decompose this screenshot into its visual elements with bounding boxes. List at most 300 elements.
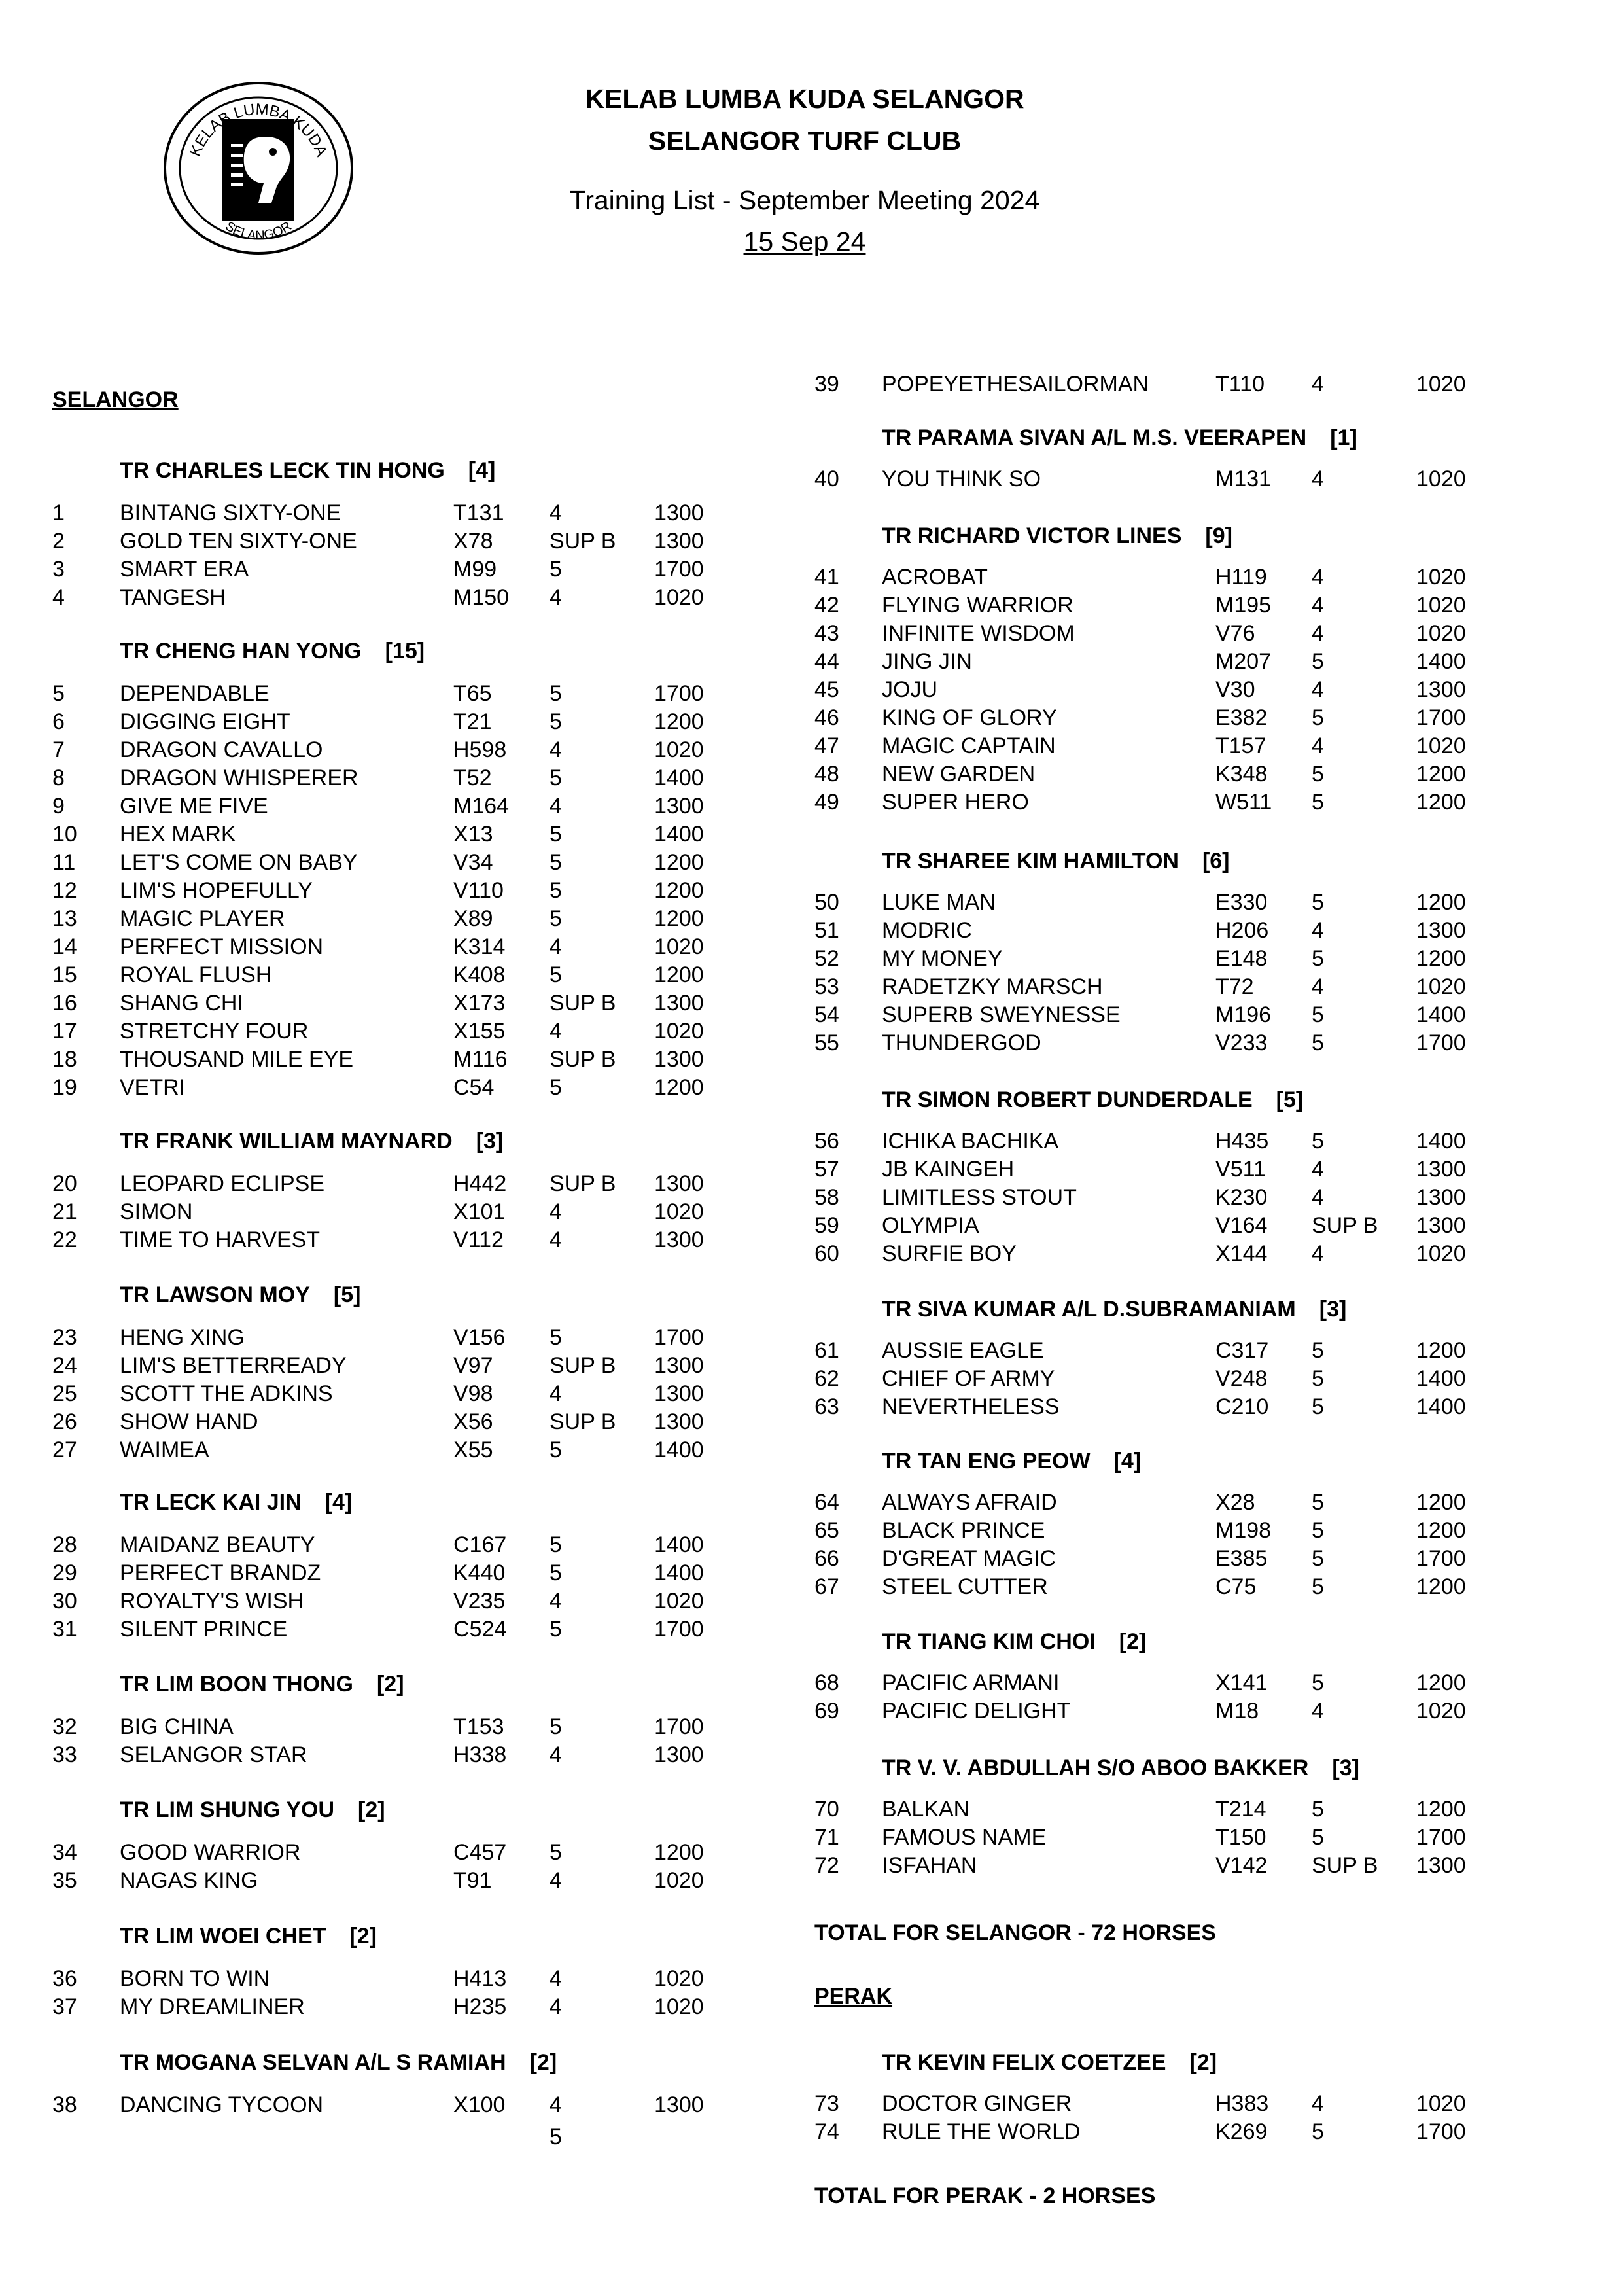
region-heading-perak: PERAK	[814, 1984, 893, 2009]
horse-number: 47	[814, 733, 839, 758]
horse-class: 4	[550, 1589, 562, 1614]
horse-code: X144	[1215, 1241, 1268, 1266]
trainer-name: TR PARAMA SIVAN A/L M.S. VEERAPEN	[882, 425, 1307, 450]
horse-distance: 1300	[654, 1353, 704, 1378]
horse-class: 4	[550, 1742, 562, 1767]
horse-name: BALKAN	[882, 1797, 970, 1822]
horse-number: 38	[52, 2093, 77, 2117]
horse-code: M198	[1215, 1518, 1272, 1543]
horse-code: X155	[453, 1019, 506, 1044]
trainer-horse-count: [9]	[1205, 523, 1232, 548]
horse-code: T150	[1215, 1825, 1266, 1850]
horse-name: PACIFIC ARMANI	[882, 1670, 1060, 1695]
horse-name: STEEL CUTTER	[882, 1574, 1048, 1599]
horse-class: 4	[1312, 1699, 1324, 1723]
horse-distance: 1020	[1416, 733, 1466, 758]
horse-code: C457	[453, 1840, 507, 1865]
horse-number: 19	[52, 1075, 77, 1100]
horse-distance: 1700	[654, 557, 704, 582]
horse-code: H413	[453, 1966, 507, 1991]
horse-code: H235	[453, 1994, 507, 2019]
horse-class: 5	[1312, 1825, 1324, 1850]
horse-distance: 1300	[654, 1409, 704, 1434]
horse-name: HENG XING	[120, 1325, 245, 1350]
horse-name: DRAGON CAVALLO	[120, 737, 323, 762]
horse-class: 5	[1312, 946, 1324, 971]
horse-name: MY MONEY	[882, 946, 1003, 971]
horse-distance: 1020	[654, 1199, 704, 1224]
horse-name: TANGESH	[120, 585, 226, 610]
horse-number: 43	[814, 621, 839, 646]
document-subtitle: Training List - September Meeting 2024	[569, 185, 1040, 215]
horse-distance: 1400	[654, 1561, 704, 1585]
horse-distance: 1020	[654, 1994, 704, 2019]
horse-name: D'GREAT MAGIC	[882, 1546, 1056, 1571]
horse-code: C210	[1215, 1394, 1269, 1419]
horse-code: C167	[453, 1532, 507, 1557]
horse-code: V30	[1215, 677, 1255, 702]
horse-number: 61	[814, 1338, 839, 1363]
horse-class: 5	[1312, 1546, 1324, 1571]
horse-code: V34	[453, 850, 493, 875]
horse-code: X141	[1215, 1670, 1268, 1695]
horse-name: RULE THE WORLD	[882, 2119, 1081, 2144]
horse-distance: 1200	[1416, 1518, 1466, 1543]
horse-code: V235	[453, 1589, 506, 1614]
horse-number: 10	[52, 822, 77, 847]
horse-name: ACROBAT	[882, 565, 988, 590]
horse-number: 63	[814, 1394, 839, 1419]
club-logo	[160, 79, 357, 258]
horse-class: 4	[550, 1199, 562, 1224]
svg-text:SELANGOR	[222, 219, 294, 243]
horse-number: 12	[52, 878, 77, 903]
trainer-heading	[120, 2050, 557, 2075]
horse-class: 5	[1312, 762, 1324, 786]
horse-number: 67	[814, 1574, 839, 1599]
trainer-name: TR LIM WOEI CHET	[120, 1924, 326, 1949]
horse-number: 72	[814, 1853, 839, 1878]
horse-distance: 1300	[1416, 677, 1466, 702]
horse-class: 5	[1312, 1670, 1324, 1695]
horse-class: 5	[1312, 2119, 1324, 2144]
horse-class: 4	[1312, 2091, 1324, 2116]
horse-number: 21	[52, 1199, 77, 1224]
horse-code: H442	[453, 1171, 507, 1196]
horse-number: 50	[814, 890, 839, 915]
horse-class: SUP B	[550, 1171, 616, 1196]
horse-number: 26	[52, 1409, 77, 1434]
horse-class: 5	[550, 1617, 562, 1642]
horse-class: 5	[1312, 1338, 1324, 1363]
trainer-horse-count: [6]	[1202, 849, 1230, 874]
logo-text-top: KELAB LUMBA KUDA	[186, 100, 331, 160]
trainer-horse-count: [1]	[1330, 425, 1357, 450]
horse-distance: 1200	[654, 963, 704, 987]
horse-name: MAGIC CAPTAIN	[882, 733, 1056, 758]
trainer-horse-count: [5]	[333, 1282, 361, 1307]
horse-number: 54	[814, 1002, 839, 1027]
horse-name: FLYING WARRIOR	[882, 593, 1073, 618]
horse-distance: 1020	[654, 737, 704, 762]
horse-distance: 1400	[654, 822, 704, 847]
horse-code: K440	[453, 1561, 506, 1585]
horse-number: 59	[814, 1213, 839, 1238]
horse-code: K348	[1215, 762, 1268, 786]
horse-name: SELANGOR STAR	[120, 1742, 307, 1767]
trainer-horse-count: [4]	[1113, 1449, 1142, 1474]
horse-class: 5	[550, 1532, 562, 1557]
horse-class: 4	[550, 501, 562, 525]
horse-distance: 1020	[654, 1966, 704, 1991]
horse-distance: 1700	[654, 1714, 704, 1739]
total-perak: TOTAL FOR PERAK - 2 HORSES	[814, 2183, 1156, 2208]
horse-distance: 1020	[1416, 1241, 1466, 1266]
horse-code: M131	[1215, 467, 1272, 491]
horse-distance: 1700	[1416, 1031, 1466, 1055]
horse-distance: 1020	[1416, 621, 1466, 646]
horse-number: 70	[814, 1797, 839, 1822]
horse-code: X173	[453, 991, 506, 1016]
horse-code: V511	[1215, 1157, 1266, 1182]
horse-code: E148	[1215, 946, 1268, 971]
horse-class: 5	[1312, 649, 1324, 674]
horse-class: 4	[550, 585, 562, 610]
horse-number: 36	[52, 1966, 77, 1991]
horse-number: 42	[814, 593, 839, 618]
horse-name: ISFAHAN	[882, 1853, 977, 1878]
horse-class: 5	[550, 1714, 562, 1739]
horse-number: 7	[52, 737, 65, 762]
horse-distance: 1200	[1416, 1490, 1466, 1515]
trainer-heading	[120, 1490, 352, 1515]
horse-number: 62	[814, 1366, 839, 1391]
horse-distance: 1200	[1416, 790, 1466, 815]
trainer-heading	[120, 1672, 404, 1697]
horse-name: LUKE MAN	[882, 890, 996, 915]
club-name-english: SELANGOR TURF CLUB	[648, 126, 962, 156]
horse-name: YOU THINK SO	[882, 467, 1041, 491]
horse-class: 4	[550, 794, 562, 819]
horse-name: SIMON	[120, 1199, 193, 1224]
trainer-heading	[120, 639, 425, 664]
horse-code: M18	[1215, 1699, 1259, 1723]
horse-number: 74	[814, 2119, 839, 2144]
horse-name: SHANG CHI	[120, 991, 243, 1016]
horse-code: X100	[453, 2093, 506, 2117]
horse-code: T65	[453, 681, 492, 706]
horse-name: DANCING TYCOON	[120, 2093, 324, 2117]
horse-class: 4	[1312, 733, 1324, 758]
horse-distance: 1300	[654, 1227, 704, 1252]
horse-number: 53	[814, 974, 839, 999]
horse-number: 32	[52, 1714, 77, 1739]
horse-distance: 1300	[1416, 1157, 1466, 1182]
horse-class: SUP B	[1312, 1213, 1378, 1238]
trainer-heading	[882, 1297, 1346, 1322]
horse-code: K269	[1215, 2119, 1268, 2144]
horse-name: MAGIC PLAYER	[120, 906, 285, 931]
horse-number: 34	[52, 1840, 77, 1865]
horse-distance: 1300	[654, 501, 704, 525]
trainer-heading	[882, 1756, 1359, 1781]
horse-distance: 1020	[1416, 372, 1466, 397]
horse-name: INFINITE WISDOM	[882, 621, 1075, 646]
trainer-heading	[120, 1797, 385, 1823]
horse-name: DEPENDABLE	[120, 681, 270, 706]
horse-distance: 1020	[1416, 565, 1466, 590]
horse-name: JB KAINGEH	[882, 1157, 1015, 1182]
horse-name: FAMOUS NAME	[882, 1825, 1047, 1850]
horse-code: H119	[1215, 565, 1267, 590]
horse-code: T91	[453, 1868, 492, 1893]
trainer-heading	[882, 425, 1357, 451]
horse-code: M99	[453, 557, 497, 582]
horse-name: SURFIE BOY	[882, 1241, 1017, 1266]
horse-class: SUP B	[550, 1409, 616, 1434]
horse-number: 30	[52, 1589, 77, 1614]
trainer-horse-count: [4]	[324, 1490, 353, 1515]
horse-number: 55	[814, 1031, 839, 1055]
trainer-horse-count: [2]	[529, 2050, 557, 2075]
horse-class: 5	[550, 2125, 562, 2149]
horse-class: SUP B	[550, 991, 616, 1016]
horse-distance: 1400	[1416, 1129, 1466, 1154]
horse-name: BIG CHINA	[120, 1714, 234, 1739]
horse-distance: 1300	[654, 2093, 704, 2117]
horse-distance: 1300	[654, 794, 704, 819]
horse-class: 4	[550, 737, 562, 762]
horse-code: X78	[453, 529, 493, 554]
horse-name: SUPER HERO	[882, 790, 1029, 815]
horse-name: SILENT PRINCE	[120, 1617, 288, 1642]
horse-code: T110	[1215, 372, 1265, 397]
horse-name: ROYALTY'S WISH	[120, 1589, 304, 1614]
horse-code: M207	[1215, 649, 1272, 674]
horse-number: 28	[52, 1532, 77, 1557]
horse-class: 5	[1312, 1797, 1324, 1822]
trainer-horse-count: [2]	[376, 1672, 404, 1697]
horse-code: H206	[1215, 918, 1269, 943]
horse-class: SUP B	[550, 529, 616, 554]
horse-class: 4	[1312, 593, 1324, 618]
trainer-heading	[120, 458, 495, 484]
horse-name: LEOPARD ECLIPSE	[120, 1171, 325, 1196]
horse-class: 5	[1312, 1366, 1324, 1391]
horse-distance: 1200	[1416, 946, 1466, 971]
horse-name: BORN TO WIN	[120, 1966, 270, 1991]
horse-name: MY DREAMLINER	[120, 1994, 305, 2019]
horse-number: 37	[52, 1994, 77, 2019]
horse-code: V76	[1215, 621, 1255, 646]
horse-distance: 1300	[1416, 1185, 1466, 1210]
trainer-heading	[882, 1087, 1303, 1113]
trainer-name: TR V. V. ABDULLAH S/O ABOO BAKKER	[882, 1756, 1309, 1780]
horse-class: 5	[1312, 1002, 1324, 1027]
horse-distance: 1400	[1416, 649, 1466, 674]
horse-number: 1	[52, 501, 65, 525]
horse-class: 4	[1312, 1241, 1324, 1266]
horse-code: X13	[453, 822, 493, 847]
trainer-name: TR LIM SHUNG YOU	[120, 1797, 335, 1822]
horse-code: V248	[1215, 1366, 1268, 1391]
horse-name: SCOTT THE ADKINS	[120, 1381, 333, 1406]
horse-name: DOCTOR GINGER	[882, 2091, 1072, 2116]
horse-name: LIM'S BETTERREADY	[120, 1353, 347, 1378]
horse-code: V156	[453, 1325, 506, 1350]
horse-code: T72	[1215, 974, 1254, 999]
trainer-heading	[882, 849, 1230, 874]
horse-code: E330	[1215, 890, 1268, 915]
horse-name: AUSSIE EAGLE	[882, 1338, 1044, 1363]
horse-class: 5	[550, 557, 562, 582]
horse-name: THOUSAND MILE EYE	[120, 1047, 354, 1072]
horse-distance: 1700	[1416, 2119, 1466, 2144]
document-date-wrap	[484, 226, 1125, 257]
trainer-name: TR SHAREE KIM HAMILTON	[882, 849, 1179, 874]
horse-name: LIM'S HOPEFULLY	[120, 878, 313, 903]
horse-number: 27	[52, 1438, 77, 1462]
horse-distance: 1200	[1416, 1670, 1466, 1695]
horse-class: 5	[550, 878, 562, 903]
trainer-heading	[882, 1629, 1146, 1655]
trainer-heading	[882, 1449, 1141, 1474]
horse-distance: 1300	[1416, 1853, 1466, 1878]
trainer-name: TR SIVA KUMAR A/L D.SUBRAMANIAM	[882, 1297, 1296, 1322]
horse-class: 4	[550, 2093, 562, 2117]
horse-code: H338	[453, 1742, 507, 1767]
horse-number: 2	[52, 529, 65, 554]
trainer-horse-count: [5]	[1276, 1087, 1304, 1112]
horse-name: CHIEF OF ARMY	[882, 1366, 1055, 1391]
horse-class: 4	[550, 1381, 562, 1406]
horse-code: X28	[1215, 1490, 1255, 1515]
trainer-horse-count: [4]	[468, 458, 496, 483]
logo-text-bottom: SELANGOR	[222, 219, 294, 243]
horse-number: 9	[52, 794, 65, 819]
horse-distance: 1700	[654, 1325, 704, 1350]
horse-name: MAIDANZ BEAUTY	[120, 1532, 315, 1557]
horse-number: 5	[52, 681, 65, 706]
trainer-horse-count: [3]	[476, 1129, 504, 1154]
horse-code: V97	[453, 1353, 493, 1378]
horse-distance: 1200	[654, 709, 704, 734]
horse-distance: 1200	[654, 1840, 704, 1865]
club-name-malay: KELAB LUMBA KUDA SELANGOR	[585, 84, 1024, 114]
horse-number: 14	[52, 934, 77, 959]
horse-code: M164	[453, 794, 510, 819]
horse-class: 4	[550, 1227, 562, 1252]
horse-distance: 1300	[654, 1171, 704, 1196]
horse-code: X56	[453, 1409, 493, 1434]
horse-distance: 1700	[1416, 705, 1466, 730]
trainer-name: TR LECK KAI JIN	[120, 1490, 302, 1515]
horse-class: SUP B	[550, 1353, 616, 1378]
horse-class: 4	[550, 1019, 562, 1044]
horse-code: M116	[453, 1047, 508, 1072]
horse-code: W511	[1215, 790, 1272, 815]
horse-number: 56	[814, 1129, 839, 1154]
horse-name: TIME TO HARVEST	[120, 1227, 321, 1252]
horse-number: 24	[52, 1353, 77, 1378]
horse-name: ICHIKA BACHIKA	[882, 1129, 1059, 1154]
horse-number: 18	[52, 1047, 77, 1072]
trainer-name: TR LAWSON MOY	[120, 1282, 310, 1307]
horse-name: JOJU	[882, 677, 937, 702]
horse-code: C75	[1215, 1574, 1257, 1599]
trainer-heading	[120, 1924, 377, 1949]
horse-name: LIMITLESS STOUT	[882, 1185, 1077, 1210]
horse-code: T131	[453, 501, 504, 525]
trainer-horse-count: [2]	[1119, 1629, 1147, 1654]
trainer-name: TR TAN ENG PEOW	[882, 1449, 1091, 1474]
horse-code: T153	[453, 1714, 504, 1739]
trainer-horse-count: [3]	[1332, 1756, 1359, 1780]
horse-name: STRETCHY FOUR	[120, 1019, 309, 1044]
horse-class: 5	[550, 822, 562, 847]
horse-class: 5	[550, 906, 562, 931]
horse-number: 58	[814, 1185, 839, 1210]
horse-class: 5	[550, 1325, 562, 1350]
trainer-name: TR LIM BOON THONG	[120, 1672, 353, 1697]
document-date: 15 Sep 24	[743, 226, 866, 256]
horse-class: 5	[1312, 1031, 1324, 1055]
horse-code: H435	[1215, 1129, 1269, 1154]
horse-code: V164	[1215, 1213, 1268, 1238]
horse-distance: 1400	[1416, 1002, 1466, 1027]
horse-number: 29	[52, 1561, 77, 1585]
trainer-horse-count: [2]	[358, 1797, 385, 1822]
horse-number: 68	[814, 1670, 839, 1695]
horse-distance: 1200	[1416, 762, 1466, 786]
horse-number: 20	[52, 1171, 77, 1196]
horse-code: V233	[1215, 1031, 1268, 1055]
horse-distance: 1300	[654, 1047, 704, 1072]
horse-distance: 1020	[654, 585, 704, 610]
horse-name: PACIFIC DELIGHT	[882, 1699, 1071, 1723]
horse-distance: 1300	[1416, 918, 1466, 943]
horse-number: 22	[52, 1227, 77, 1252]
horse-class: 4	[550, 1966, 562, 1991]
trainer-name: TR RICHARD VICTOR LINES	[882, 523, 1182, 548]
horse-class: 5	[550, 1438, 562, 1462]
horse-number: 57	[814, 1157, 839, 1182]
horse-distance: 1020	[1416, 1699, 1466, 1723]
horse-name: DIGGING EIGHT	[120, 709, 290, 734]
horse-class: 4	[1312, 677, 1324, 702]
horse-class: 5	[1312, 1129, 1324, 1154]
horse-number: 35	[52, 1868, 77, 1893]
trainer-horse-count: [15]	[385, 639, 425, 663]
horse-class: 4	[1312, 1185, 1324, 1210]
trainer-heading	[120, 1282, 360, 1308]
horse-name: POPEYETHESAILORMAN	[882, 372, 1149, 397]
horse-distance: 1200	[654, 1075, 704, 1100]
trainer-name: TR MOGANA SELVAN A/L S RAMIAH	[120, 2050, 506, 2075]
horse-code: H598	[453, 737, 507, 762]
horse-code: C317	[1215, 1338, 1269, 1363]
horse-number: 71	[814, 1825, 839, 1850]
horse-distance: 1020	[1416, 974, 1466, 999]
trainer-name: TR SIMON ROBERT DUNDERDALE	[882, 1087, 1253, 1112]
horse-distance: 1020	[654, 1589, 704, 1614]
horse-distance: 1300	[1416, 1213, 1466, 1238]
horse-distance: 1300	[654, 1381, 704, 1406]
horse-class: 4	[1312, 1157, 1324, 1182]
horse-code: X89	[453, 906, 493, 931]
horse-code: K314	[453, 934, 506, 959]
horse-number: 4	[52, 585, 65, 610]
